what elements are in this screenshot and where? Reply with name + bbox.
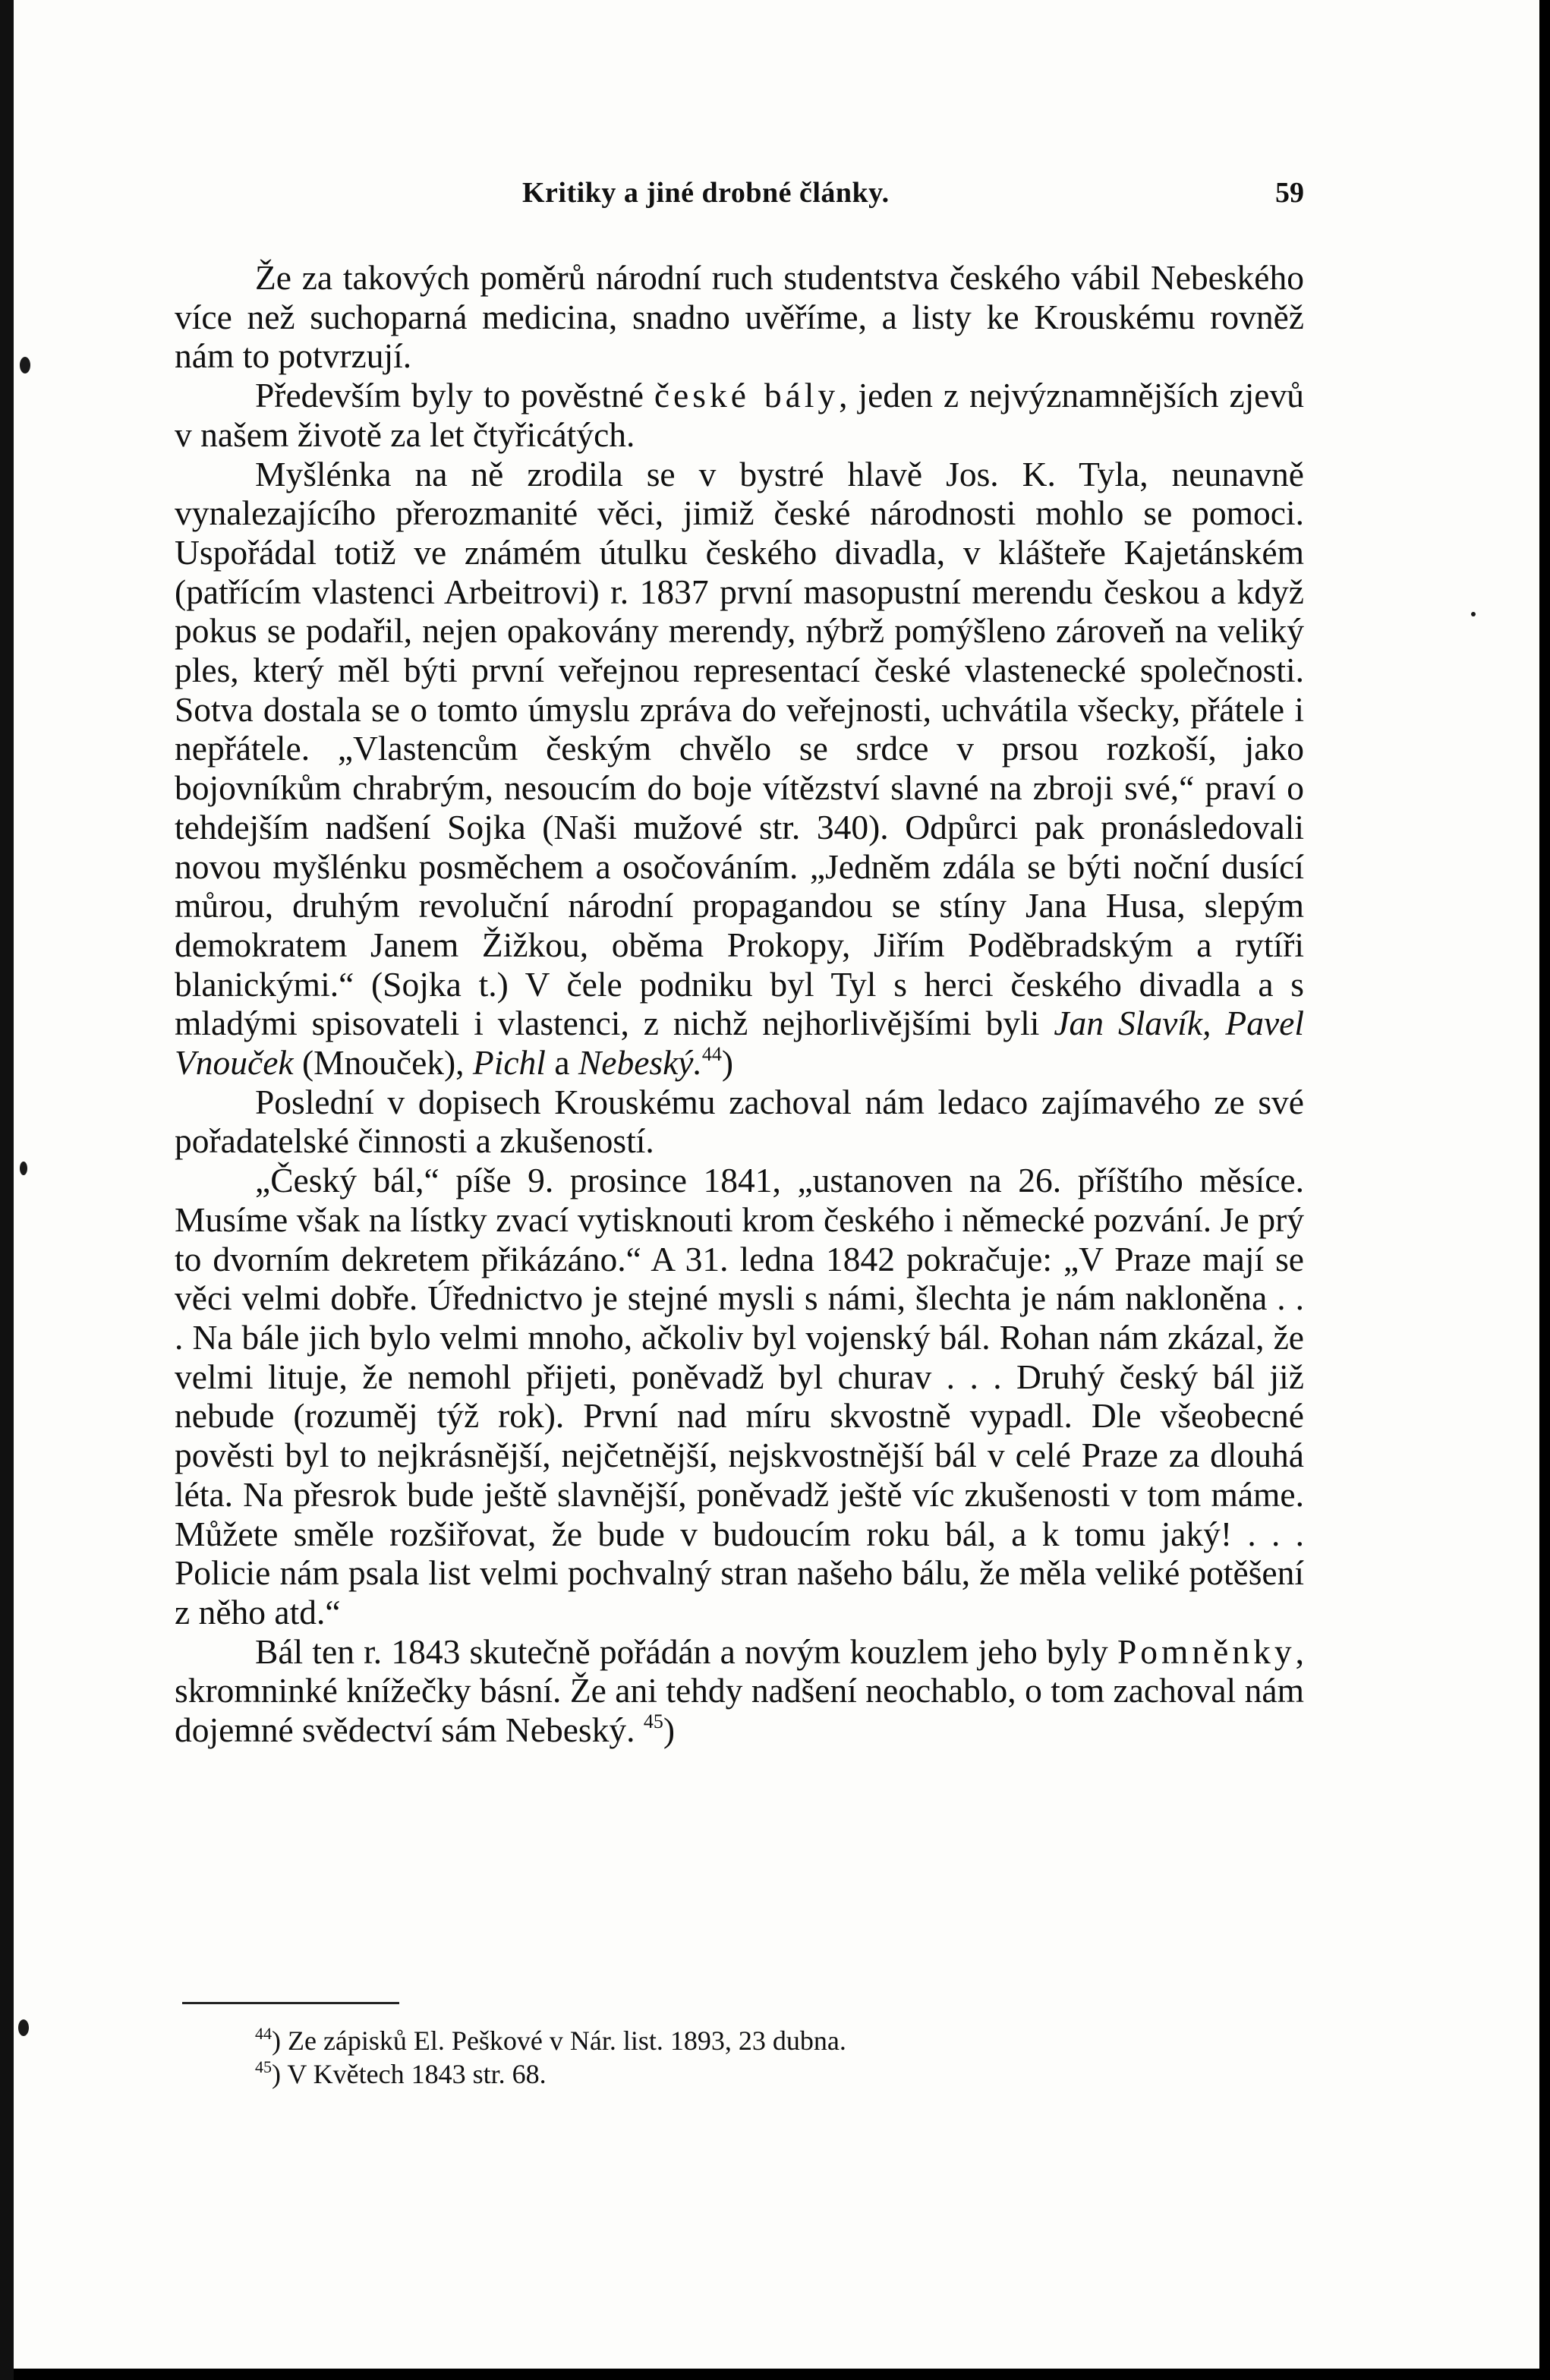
footnote-mark: 45 (255, 2057, 272, 2076)
spaced-emphasis: Pomněnky (1117, 1631, 1296, 1671)
page-number: 59 (1275, 177, 1304, 209)
paragraph (175, 1632, 1304, 1750)
paragraph (175, 1083, 1304, 1161)
italic-names: Jan Slavík, Pavel Vnouček (175, 1004, 1304, 1083)
paragraph-text: „Český bál,“ píše 9. prosince 1841, „ustanoven na 26. příštího měsíce. Musíme však na lístky zvací vytisknouti krom českého i německé pozvání. Je prý to dvorním dekretem přikázáno.“ A 31. ledna 1842 pokračuje: „V Praze mají se věci velmi dobře. Úřednictvo je stejné mysli s námi, šlechta je nám nakloněna . . . Na bále jich bylo velmi mnoho, ačkoliv byl vojenský bál. Rohan nám zkázal, že velmi lituje, že nemohl přijeti, poněvadž byl churav . . . Druhý český bál již nebude (rozuměj týž rok). První nad míru skvostně vypadl. Dle všeobecné pověsti byl to nejkrásnější, nejčetnější, nejskvostnější bál v celé Praze za dlouhá léta. Na přesrok bude ještě slavnější, poněvadž ještě víc zkušenosti v tom máme. Můžete směle rozšiřovat, že bude v budoucím roku bál, a k tomu jaký! . . . Policie nám psala list velmi pochvalný stran našeho bálu, že měla veliké potěšení z něho atd.“ (175, 1161, 1304, 1631)
paragraph-text: Poslední v dopisech Krouskému zachoval nám ledaco zajímavého ze své pořadatelské činnosti a zkušeností. (175, 1082, 1304, 1161)
scan-dark-edge (0, 0, 14, 2380)
scan-speck (20, 1162, 27, 1175)
footnote-reference: 44 (701, 1043, 722, 1066)
footnote (255, 2024, 1303, 2057)
body-text (175, 258, 1304, 1750)
scan-speck (20, 357, 30, 374)
italic-names: Pichl (472, 1043, 546, 1083)
paragraph-text: Především byly to pověstné (255, 376, 644, 415)
paragraph (175, 258, 1304, 376)
paragraph (175, 1161, 1304, 1631)
footnote-text: ) V Květech 1843 str. 68. (272, 2059, 547, 2089)
scan-speck (18, 2019, 29, 2036)
footnotes (255, 2024, 1303, 2091)
paragraph-text: ) (663, 1710, 676, 1750)
paragraph (175, 455, 1304, 1083)
footnote-text: ) Ze zápisků El. Peškové v Nár. list. 1893, 23 dubna. (272, 2025, 846, 2056)
paragraph-text: Bál ten r. 1843 skutečně pořádán a novým kouzlem jeho byly (255, 1631, 1108, 1671)
footnote-reference: 45 (643, 1710, 663, 1733)
paragraph-text: , jeden z nejvýznamnějších zjevů v našem životě za let čtyřicátých. (175, 376, 1305, 454)
paragraph-text: , skromninké knížečky básní. Že ani tehdy nadšení neochablo, o tom zachoval nám dojemné svědectví sám Nebeský. (175, 1631, 1305, 1750)
footnote-mark: 44 (255, 2024, 272, 2043)
spaced-emphasis: české bály (654, 376, 840, 415)
paragraph-text: ) (721, 1043, 734, 1083)
paragraph-text: (Mnouček), (302, 1043, 465, 1083)
footnote-rule (182, 2002, 399, 2004)
book-page (14, 0, 1539, 2369)
paragraph-text: Že za takových poměrů národní ruch studentstva českého vábil Nebeského více než suchoparná medicina, snadno uvěříme, a listy ke Krouskému rovněž nám to potvrzují. (175, 258, 1304, 376)
paragraph-text: Myšlénka na ně zrodila se v bystré hlavě Jos. K. Tyla, neunavně vynalezajícího přerozmanité věci, jimiž české národnosti mohlo se pomoci. Uspořádal totiž ve známém útulku českého divadla, v klášteře Kajetánském (patřícím vlastenci Arbeitrovi) r. 1837 první masopustní merendu českou a když pokus se podařil, nejen opakovány merendy, nýbrž pomýšleno zároveň na veliký ples, který měl býti první veřejnou representací české vlastenecké společnosti. Sotva dostala se o tomto úmyslu zpráva do veřejnosti, uchvátila všecky, přátele i nepřátele. „Vlastencům českým chvělo se srdce v prsou rozkoší, jako bojovníkům chrabrým, nesoucím do boje vítězství slavné na zbroji své,“ praví o tehdejším nadšení Sojka (Naši mužové str. 340). Odpůrci pak pronásledovali novou myšlénku posměchem a osočováním. „Jedněm zdála se býti noční dusící můrou, druhým revoluční národní propagandou se stíny Jana Husa, slepým demokratem Janem Žižkou, oběma Prokopy, Jiřím Poděbradským a rytíři blanickými.“ (Sojka t.) V čele podniku byl Tyl s herci českého divadla a s mladými spisovateli i vlastenci, z nichž nejhorlivějšími byli (175, 454, 1304, 1043)
running-head (181, 176, 1304, 222)
running-title: Kritiky a jiné drobné články. (522, 177, 890, 209)
paragraph-text: a (554, 1043, 570, 1083)
italic-names: Nebeský. (578, 1043, 702, 1083)
footnote (255, 2057, 1303, 2091)
paragraph (175, 376, 1304, 454)
scan-speck (1471, 612, 1476, 616)
